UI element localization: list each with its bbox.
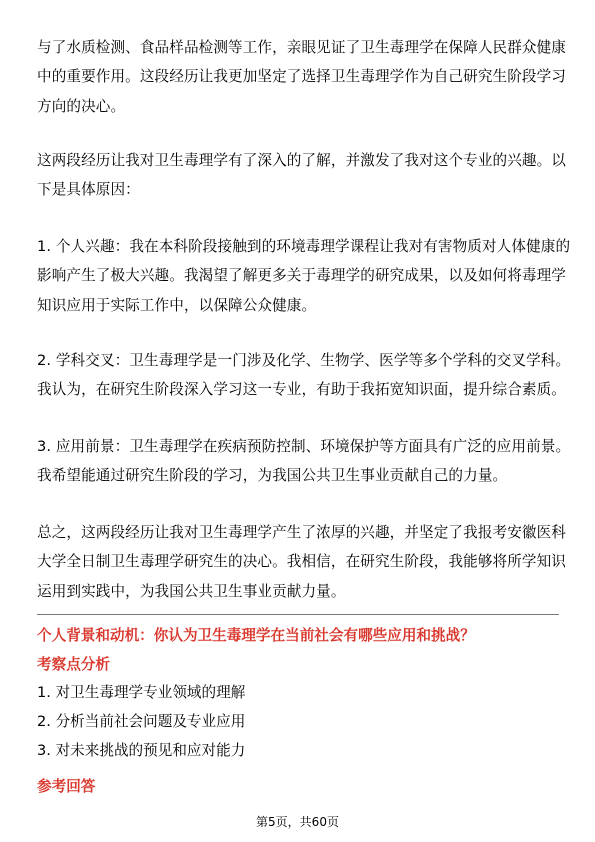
text-line: 总之，这两段经历让我对卫生毒理学产生了浓厚的兴趣，并坚定了我报考安徽医科 <box>37 524 566 541</box>
analysis-item: 3. 对未来挑战的预见和应对能力 <box>37 742 246 759</box>
paragraph-experience-end <box>37 33 566 121</box>
text-line: 运用到实践中，为我国公共卫生事业贡献力量。 <box>37 582 346 600</box>
answer-heading: 参考回答 <box>37 778 96 795</box>
analysis-item: 1. 对卫生毒理学专业领域的理解 <box>37 684 246 701</box>
paragraph-reason-interest <box>37 232 571 320</box>
text-line: 方向的决心。 <box>37 97 126 115</box>
text-line: 中的重要作用。这段经历让我更加坚定了选择卫生毒理学作为自己研究生阶段学习 <box>37 68 566 86</box>
question-title: 个人背景和动机：你认为卫生毒理学在当前社会有哪些应用和挑战？ <box>37 627 475 644</box>
text-line: 3. 应用前景：卫生毒理学在疾病预防控制、环境保护等方面具有广泛的应用前景。 <box>37 438 571 455</box>
paragraph-transition <box>37 146 566 205</box>
paragraph-reason-prospects <box>37 432 571 491</box>
section-divider <box>37 614 559 615</box>
text-line: 1. 个人兴趣：我在本科阶段接触到的环境毒理学课程让我对有害物质对人体健康的 <box>37 238 571 255</box>
analysis-heading: 考察点分析 <box>37 656 110 673</box>
text-line: 这两段经历让我对卫生毒理学有了深入的了解，并激发了我对这个专业的兴趣。以 <box>37 152 566 169</box>
paragraph-conclusion <box>37 518 566 606</box>
text-line: 我认为，在研究生阶段深入学习这一专业，有助于我拓宽知识面，提升综合素质。 <box>37 381 566 399</box>
text-line: 我希望能通过研究生阶段的学习，为我国公共卫生事业贡献自己的力量。 <box>37 467 508 485</box>
page-number: 第5页，共60页 <box>256 815 339 829</box>
text-line: 知识应用于实际工作中，以保障公众健康。 <box>37 296 317 314</box>
text-line: 2. 学科交叉：卫生毒理学是一门涉及化学、生物学、医学等多个学科的交叉学科。 <box>37 352 571 369</box>
analysis-item: 2. 分析当前社会问题及专业应用 <box>37 713 246 730</box>
text-line: 影响产生了极大兴趣。我渴望了解更多关于毒理学的研究成果，以及如何将毒理学 <box>37 267 566 285</box>
text-line: 下是具体原因： <box>37 181 140 199</box>
text-line: 大学全日制卫生毒理学研究生的决心。我相信，在研究生阶段，我能够将所学知识 <box>37 553 566 571</box>
text-line: 与了水质检测、食品样品检测等工作，亲眼见证了卫生毒理学在保障人民群众健康 <box>37 39 566 56</box>
paragraph-reason-interdisciplinary <box>37 346 571 405</box>
